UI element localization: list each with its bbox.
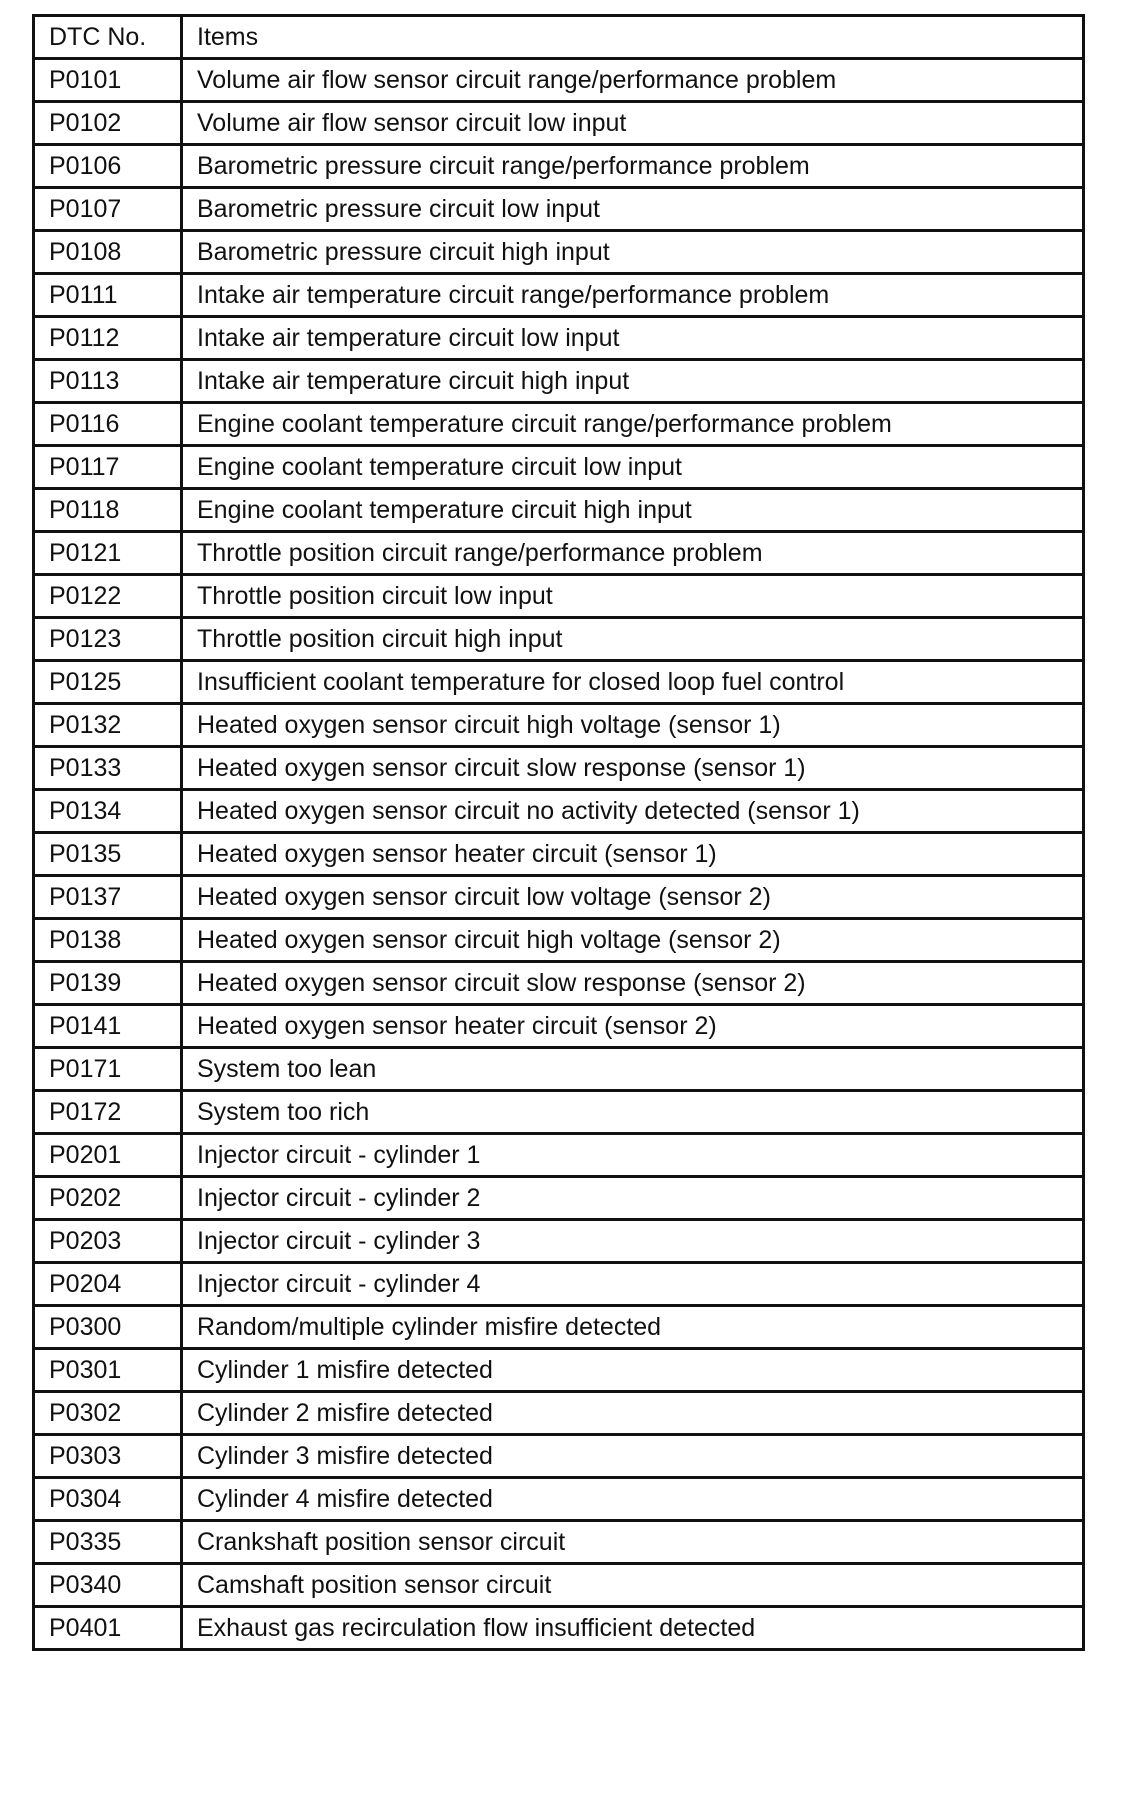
table-row	[34, 1349, 1084, 1392]
dtc-item-cell: Engine coolant temperature circuit low input	[182, 446, 1084, 489]
table-row	[34, 1521, 1084, 1564]
dtc-item-cell: Exhaust gas recirculation flow insufficient detected	[182, 1607, 1084, 1650]
dtc-code-cell: P0302	[34, 1392, 182, 1435]
dtc-code-cell: P0111	[34, 274, 182, 317]
table-row	[34, 833, 1084, 876]
dtc-code-cell: P0102	[34, 102, 182, 145]
dtc-item-cell: Throttle position circuit range/performance problem	[182, 532, 1084, 575]
dtc-code-cell: P0101	[34, 59, 182, 102]
dtc-code-cell: P0304	[34, 1478, 182, 1521]
dtc-code-cell: P0116	[34, 403, 182, 446]
dtc-code-cell: P0137	[34, 876, 182, 919]
dtc-code-cell: P0125	[34, 661, 182, 704]
dtc-code-cell: P0113	[34, 360, 182, 403]
table-row	[34, 575, 1084, 618]
table-header-row	[34, 16, 1084, 59]
dtc-item-cell: Intake air temperature circuit low input	[182, 317, 1084, 360]
dtc-item-cell: Heated oxygen sensor circuit low voltage (sensor 2)	[182, 876, 1084, 919]
dtc-item-cell: Cylinder 2 misfire detected	[182, 1392, 1084, 1435]
dtc-item-cell: Injector circuit - cylinder 3	[182, 1220, 1084, 1263]
table-row	[34, 661, 1084, 704]
table-row	[34, 1005, 1084, 1048]
table-row	[34, 1048, 1084, 1091]
dtc-code-cell: P0335	[34, 1521, 182, 1564]
table-row	[34, 274, 1084, 317]
table-row	[34, 59, 1084, 102]
table-row	[34, 790, 1084, 833]
dtc-code-cell: P0134	[34, 790, 182, 833]
dtc-item-cell: Random/multiple cylinder misfire detected	[182, 1306, 1084, 1349]
table-row	[34, 1220, 1084, 1263]
dtc-code-cell: P0132	[34, 704, 182, 747]
dtc-code-cell: P0204	[34, 1263, 182, 1306]
dtc-item-cell: Volume air flow sensor circuit range/performance problem	[182, 59, 1084, 102]
dtc-item-cell: Insufficient coolant temperature for closed loop fuel control	[182, 661, 1084, 704]
dtc-item-cell: Heated oxygen sensor heater circuit (sensor 1)	[182, 833, 1084, 876]
dtc-code-cell: P0401	[34, 1607, 182, 1650]
table-row	[34, 102, 1084, 145]
dtc-item-cell: Throttle position circuit low input	[182, 575, 1084, 618]
dtc-item-cell: Engine coolant temperature circuit high input	[182, 489, 1084, 532]
dtc-code-cell: P0303	[34, 1435, 182, 1478]
dtc-item-cell: Intake air temperature circuit range/performance problem	[182, 274, 1084, 317]
dtc-item-cell: Heated oxygen sensor heater circuit (sensor 2)	[182, 1005, 1084, 1048]
dtc-code-cell: P0300	[34, 1306, 182, 1349]
table-row	[34, 919, 1084, 962]
table-row	[34, 1564, 1084, 1607]
dtc-item-cell: System too rich	[182, 1091, 1084, 1134]
dtc-item-cell: Cylinder 3 misfire detected	[182, 1435, 1084, 1478]
dtc-item-cell: Injector circuit - cylinder 1	[182, 1134, 1084, 1177]
dtc-code-cell: P0107	[34, 188, 182, 231]
dtc-item-cell: Barometric pressure circuit low input	[182, 188, 1084, 231]
dtc-item-cell: Injector circuit - cylinder 4	[182, 1263, 1084, 1306]
table-row	[34, 1607, 1084, 1650]
dtc-code-cell: P0203	[34, 1220, 182, 1263]
dtc-item-cell: Barometric pressure circuit range/performance problem	[182, 145, 1084, 188]
table-row	[34, 188, 1084, 231]
dtc-table	[32, 14, 1085, 1651]
dtc-code-cell: P0108	[34, 231, 182, 274]
table-row	[34, 618, 1084, 661]
table-row	[34, 1306, 1084, 1349]
dtc-item-cell: Cylinder 4 misfire detected	[182, 1478, 1084, 1521]
dtc-code-cell: P0106	[34, 145, 182, 188]
dtc-item-cell: Intake air temperature circuit high input	[182, 360, 1084, 403]
dtc-code-cell: P0118	[34, 489, 182, 532]
table-row	[34, 532, 1084, 575]
dtc-item-cell: Cylinder 1 misfire detected	[182, 1349, 1084, 1392]
table-row	[34, 747, 1084, 790]
dtc-code-cell: P0133	[34, 747, 182, 790]
dtc-item-cell: Heated oxygen sensor circuit high voltage (sensor 2)	[182, 919, 1084, 962]
table-row	[34, 317, 1084, 360]
table-row	[34, 403, 1084, 446]
table-row	[34, 1134, 1084, 1177]
table-row	[34, 1177, 1084, 1220]
dtc-code-cell: P0123	[34, 618, 182, 661]
table-row	[34, 1263, 1084, 1306]
dtc-code-cell: P0201	[34, 1134, 182, 1177]
dtc-item-cell: Heated oxygen sensor circuit slow response (sensor 2)	[182, 962, 1084, 1005]
dtc-item-cell: Camshaft position sensor circuit	[182, 1564, 1084, 1607]
dtc-code-cell: P0172	[34, 1091, 182, 1134]
table-row	[34, 446, 1084, 489]
table-row	[34, 231, 1084, 274]
dtc-code-cell: P0138	[34, 919, 182, 962]
dtc-code-cell: P0139	[34, 962, 182, 1005]
dtc-item-cell: Volume air flow sensor circuit low input	[182, 102, 1084, 145]
dtc-table-body	[34, 16, 1084, 1650]
table-row	[34, 704, 1084, 747]
table-row	[34, 962, 1084, 1005]
dtc-code-cell: P0301	[34, 1349, 182, 1392]
dtc-code-cell: P0122	[34, 575, 182, 618]
table-row	[34, 360, 1084, 403]
dtc-item-cell: Engine coolant temperature circuit range/performance problem	[182, 403, 1084, 446]
dtc-item-cell: Crankshaft position sensor circuit	[182, 1521, 1084, 1564]
table-row	[34, 876, 1084, 919]
header-items: Items	[182, 16, 1084, 59]
dtc-code-cell: P0121	[34, 532, 182, 575]
dtc-code-cell: P0171	[34, 1048, 182, 1091]
table-row	[34, 1435, 1084, 1478]
dtc-code-cell: P0141	[34, 1005, 182, 1048]
dtc-item-cell: Heated oxygen sensor circuit no activity detected (sensor 1)	[182, 790, 1084, 833]
dtc-item-cell: Throttle position circuit high input	[182, 618, 1084, 661]
header-dtc-no: DTC No.	[34, 16, 182, 59]
dtc-item-cell: Heated oxygen sensor circuit high voltage (sensor 1)	[182, 704, 1084, 747]
dtc-code-cell: P0135	[34, 833, 182, 876]
dtc-code-cell: P0117	[34, 446, 182, 489]
table-row	[34, 489, 1084, 532]
dtc-code-cell: P0340	[34, 1564, 182, 1607]
dtc-code-cell: P0202	[34, 1177, 182, 1220]
table-row	[34, 1392, 1084, 1435]
table-row	[34, 145, 1084, 188]
dtc-item-cell: Barometric pressure circuit high input	[182, 231, 1084, 274]
dtc-item-cell: Injector circuit - cylinder 2	[182, 1177, 1084, 1220]
dtc-code-cell: P0112	[34, 317, 182, 360]
table-row	[34, 1478, 1084, 1521]
dtc-item-cell: Heated oxygen sensor circuit slow response (sensor 1)	[182, 747, 1084, 790]
table-row	[34, 1091, 1084, 1134]
dtc-item-cell: System too lean	[182, 1048, 1084, 1091]
